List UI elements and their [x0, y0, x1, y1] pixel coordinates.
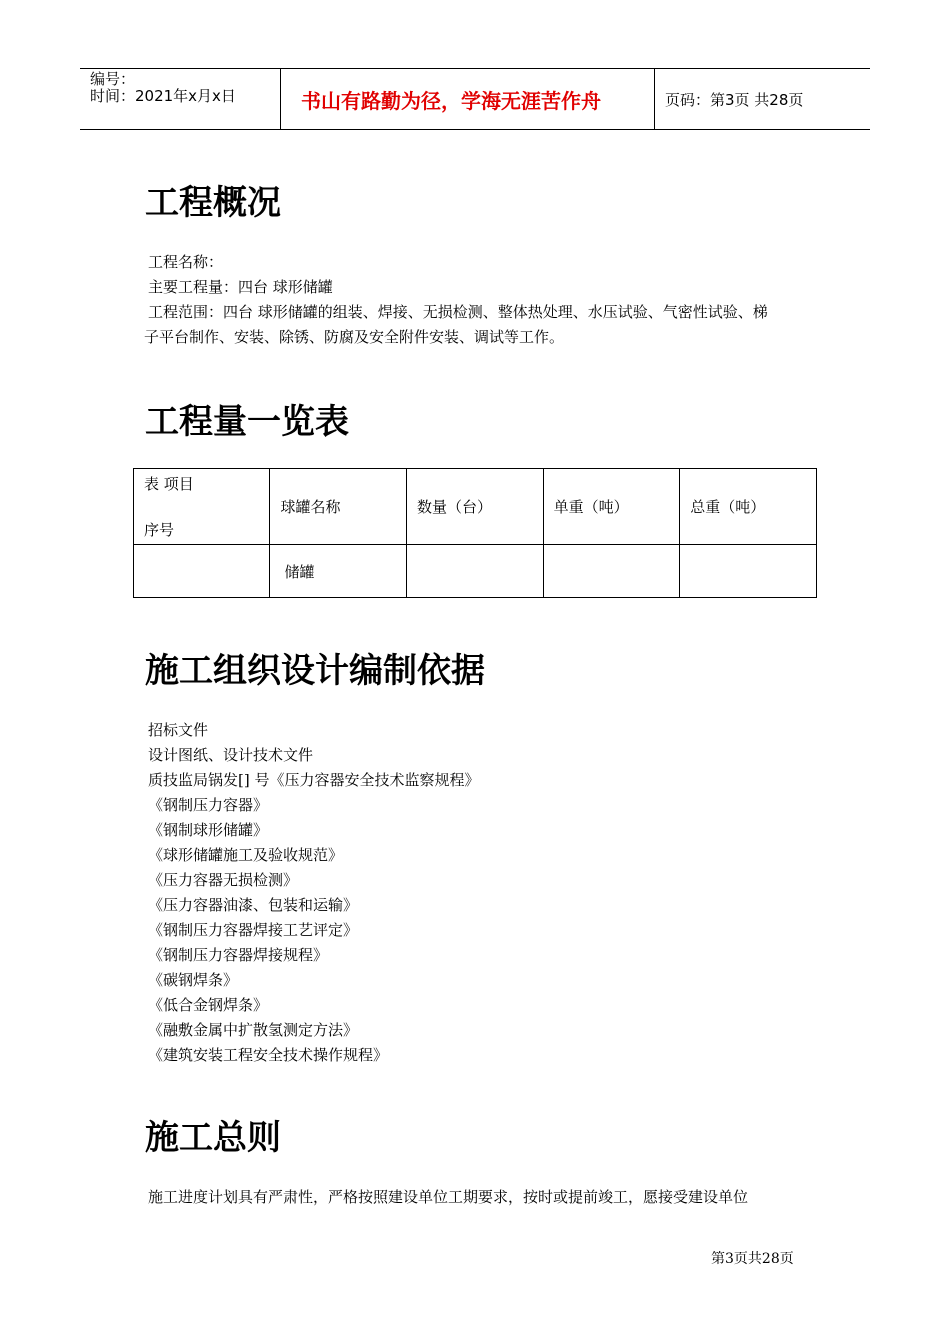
list-item: 《球形储罐施工及验收规范》: [148, 846, 344, 864]
table-header: 数量（台）: [406, 469, 543, 545]
section-title-basis: 施工组织设计编制依据: [145, 651, 485, 691]
quantity-table: [133, 468, 817, 598]
list-item: 《压力容器油漆、包装和运输》: [148, 896, 359, 914]
header-page-info: 页码：第3页 共28页: [665, 90, 804, 109]
list-item: 《钢制压力容器焊接规程》: [148, 946, 329, 964]
section-title-overview: 工程概况: [145, 183, 281, 223]
overview-line: 工程名称：: [148, 253, 224, 271]
table-cell: [406, 545, 543, 598]
list-item: 《建筑安装工程安全技术操作规程》: [148, 1046, 389, 1064]
list-item: 《钢制球形储罐》: [148, 821, 269, 839]
header-motto: 书山有路勤为径，学海无涯苦作舟: [281, 69, 655, 129]
overview-line: 子平台制作、安装、除锈、防腐及安全附件安装、调试等工作。: [144, 328, 565, 346]
list-item: 《钢制压力容器》: [148, 796, 269, 814]
overview-line: 主要工程量：四台 球形储罐: [148, 278, 333, 296]
doc-number: 编号：: [90, 70, 136, 88]
corner-bottom-label: 序号: [144, 521, 175, 539]
table-header-row: [134, 469, 817, 545]
table-cell: [680, 545, 817, 598]
list-item: 招标文件: [148, 721, 209, 739]
table-cell: 储罐: [270, 545, 407, 598]
table-corner-cell: [134, 469, 270, 545]
doc-time: 时间：2021年x月x日: [90, 87, 236, 105]
overview-text: [144, 250, 768, 350]
list-item: 《钢制压力容器焊接工艺评定》: [148, 921, 359, 939]
list-item: 《低合金钢焊条》: [148, 996, 269, 1014]
header-meta: [80, 69, 281, 129]
table-header: 单重（吨）: [543, 469, 680, 545]
principles-text: 施工进度计划具有严肃性，严格按照建设单位工期要求，按时或提前竣工，愿接受建设单位: [148, 1188, 749, 1206]
table-row: [134, 545, 817, 598]
page-header: [80, 68, 870, 130]
section-title-principles: 施工总则: [145, 1118, 281, 1158]
section-title-quantity: 工程量一览表: [145, 402, 349, 442]
table-cell: [543, 545, 680, 598]
list-item: 质技监局锅发[] 号《压力容器安全技术监察规程》: [148, 771, 480, 789]
list-item: 《碳钢焊条》: [148, 971, 239, 989]
basis-list: [148, 718, 479, 1068]
table-header: 总重（吨）: [680, 469, 817, 545]
page-footer: 第3页共28页: [711, 1251, 794, 1267]
corner-top-label: 表 项目: [144, 475, 194, 493]
list-item: 设计图纸、设计技术文件: [148, 746, 314, 764]
overview-line: 工程范围：四台 球形储罐的组装、焊接、无损检测、整体热处理、水压试验、气密性试验、梯: [148, 303, 768, 321]
table-cell: [134, 545, 270, 598]
list-item: 《融敷金属中扩散氢测定方法》: [148, 1021, 359, 1039]
list-item: 《压力容器无损检测》: [148, 871, 299, 889]
table-header: 球罐名称: [270, 469, 407, 545]
